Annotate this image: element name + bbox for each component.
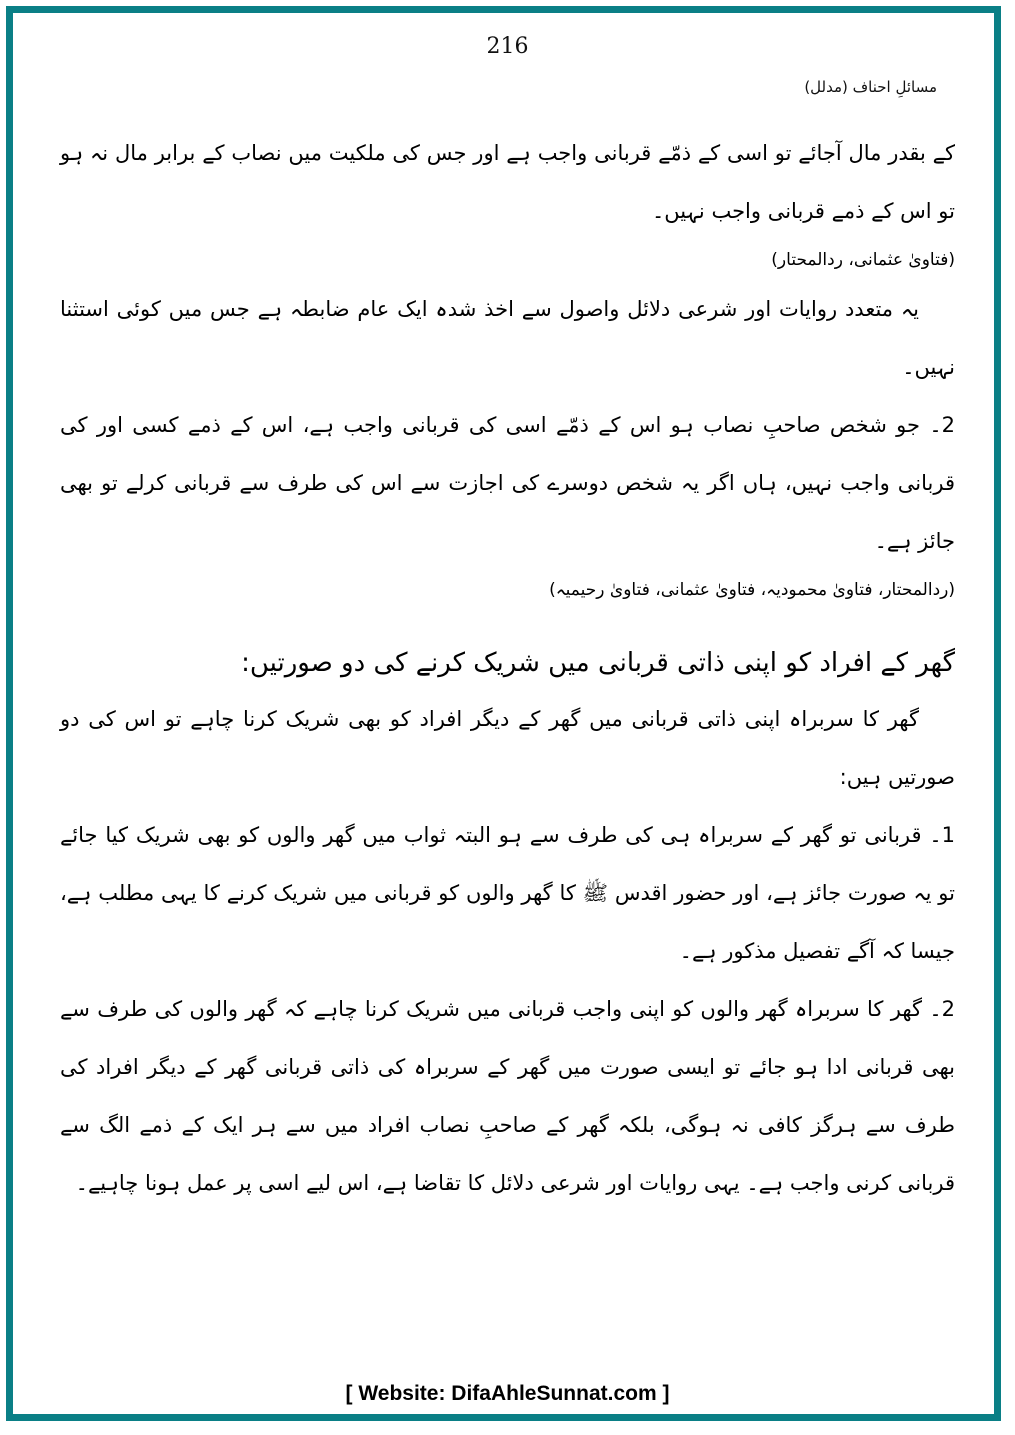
paragraph-1: کے بقدر مال آجائے تو اسی کے ذمّے قربانی واجب ہے اور جس کی ملکیت میں نصاب کے برابر مال نہ ہو تو اس کے ذمے قربانی واجب نہیں۔ xyxy=(60,141,955,223)
page-number: 216 xyxy=(486,34,529,59)
running-header: مسائلِ احناف (مدلل) xyxy=(804,78,937,96)
page-body xyxy=(60,124,955,1212)
paragraph-6: 2۔ گھر کا سربراہ گھر والوں کو اپنی واجب قربانی میں شریک کرنا چاہے کہ گھر والوں کی طرف سے بھی قربانی ادا ہو جائے تو ایسی صورت میں گھر کے سربراہ کی ذاتی قربانی گھر کے دیگر افراد کی طرف سے ہرگز کافی نہ ہوگی، بلکہ گھر کے صاحبِ نصاب افراد میں سے ہر ایک کے ذمے الگ سے قربانی کرنی واجب ہے۔ یہی روایات اور شرعی دلائل کا تقاضا ہے، اس لیے اسی پر عمل ہونا چاہیے۔ xyxy=(60,997,955,1195)
section-heading: گھر کے افراد کو اپنی ذاتی قربانی میں شریک کرنے کی دو صورتیں: xyxy=(241,648,955,678)
paragraph-5: 1۔ قربانی تو گھر کے سربراہ ہی کی طرف سے ہو البتہ ثواب میں گھر والوں کو بھی شریک کیا جائے تو یہ صورت جائز ہے، اور حضور اقدس ﷺ کا گھر والوں کو قربانی میں شریک کرنے کا یہی مطلب ہے، جیسا کہ آگے تفصیل مذکور ہے۔ xyxy=(60,823,955,963)
paragraph-2: یہ متعدد روایات اور شرعی دلائل واصول سے اخذ شدہ ایک عام ضابطہ ہے جس میں کوئی استثنا نہیں۔ xyxy=(60,297,955,379)
reference-1: (فتاویٰ عثمانی، ردالمحتار) xyxy=(771,250,955,270)
reference-2: (ردالمحتار، فتاویٰ محمودیہ، فتاویٰ عثمانی، فتاویٰ رحیمیہ) xyxy=(549,580,955,600)
paragraph-3: 2۔ جو شخص صاحبِ نصاب ہو اس کے ذمّے اسی کی قربانی واجب ہے، اس کے ذمے کسی اور کی قربانی واجب نہیں، ہاں اگر یہ شخص دوسرے کی اجازت سے اس کی طرف سے قربانی کرلے تو بھی جائز ہے۔ xyxy=(60,413,955,553)
website-footer: [ Website: DifaAhleSunnat.com ] xyxy=(345,1382,670,1405)
paragraph-4: گھر کا سربراہ اپنی ذاتی قربانی میں گھر کے دیگر افراد کو بھی شریک کرنا چاہے تو اس کی دو صورتیں ہیں: xyxy=(60,707,955,789)
